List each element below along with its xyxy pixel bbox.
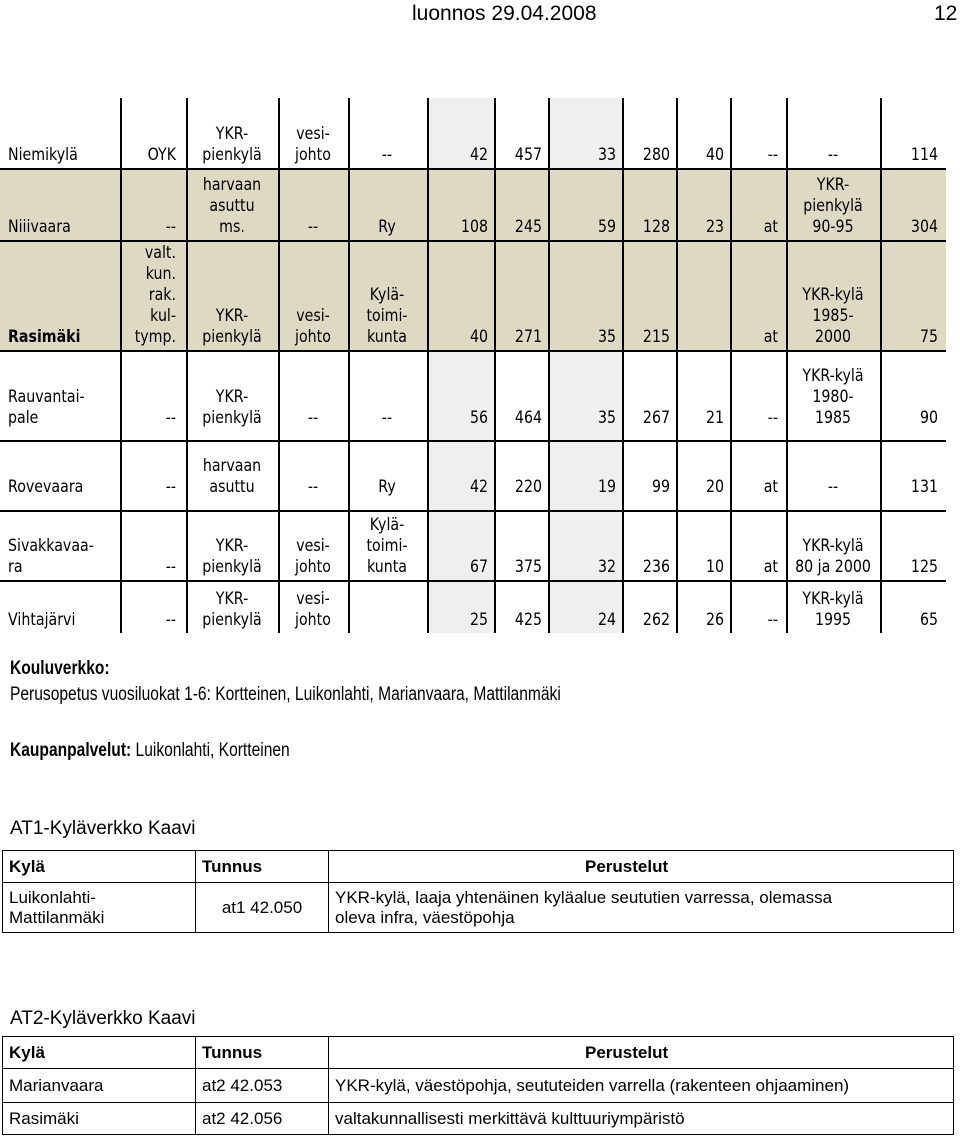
kouluverkko-label: Kouluverkko: xyxy=(10,658,110,679)
village-cell-name: Niemikylä xyxy=(8,145,78,164)
village-cell-org: Ry xyxy=(378,217,396,236)
village-cell-name: Niiivaara xyxy=(8,217,71,236)
village-cell-ykr: harvaan asuttu xyxy=(202,456,262,496)
village-cell-total: 114 xyxy=(910,145,938,164)
at1-title: AT1-Kyläverkko Kaavi xyxy=(10,818,196,839)
village-cell-note: YKR-kylä 1980- 1985 xyxy=(802,366,864,427)
village-cell-v3: 59 xyxy=(597,217,616,236)
village-cell-org: -- xyxy=(381,408,393,427)
village-cell-cls: at xyxy=(763,477,778,496)
at2-row-tunnus: at2 42.056 xyxy=(196,1103,329,1135)
village-cell-status: -- xyxy=(165,610,176,629)
kaupanpalvelut-text: Luikonlahti, Kortteinen xyxy=(131,740,290,761)
at1-row-kyla: Luikonlahti- Mattilanmäki xyxy=(3,883,196,933)
village-cell-name: Sivakkavaa- ra xyxy=(8,536,94,576)
table-row xyxy=(3,1069,954,1103)
village-cell-cls: at xyxy=(763,557,778,576)
village-cell-v1: 108 xyxy=(460,217,488,236)
village-cell-v1: 67 xyxy=(469,557,488,576)
village-cell-v2: 464 xyxy=(514,408,542,427)
village-cell-v4: 280 xyxy=(642,145,670,164)
village-cell-v5: 21 xyxy=(705,408,724,427)
village-cell-org: -- xyxy=(381,145,393,164)
village-cell-ykr: harvaan asuttu ms. xyxy=(202,175,262,236)
village-cell-v3: 35 xyxy=(597,408,616,427)
village-cell-cls: -- xyxy=(767,610,778,629)
village-cell-note: YKR- pienkylä 90-95 xyxy=(803,175,863,236)
village-cell-v1: 42 xyxy=(469,145,488,164)
table-row xyxy=(3,1103,954,1135)
kouluverkko-heading xyxy=(10,658,110,680)
village-cell-total: 65 xyxy=(919,610,938,629)
at2-col-perustelut: Perustelut xyxy=(329,1037,954,1069)
village-cell-note: -- xyxy=(827,145,839,164)
village-cell-v2: 271 xyxy=(514,327,542,346)
kaupanpalvelut-line xyxy=(10,740,290,762)
village-cell-org: Kylä- toimi- kunta xyxy=(366,515,408,576)
village-cell-water: -- xyxy=(307,477,319,496)
village-cell-total: 90 xyxy=(919,408,938,427)
at2-header-row xyxy=(3,1037,954,1069)
village-cell-status: OYK xyxy=(147,145,176,164)
village-cell-note: YKR-kylä 80 ja 2000 xyxy=(795,536,871,576)
village-cell-note: YKR-kylä 1995 xyxy=(802,589,864,629)
village-cell-v4: 267 xyxy=(642,408,670,427)
village-cell-v1: 40 xyxy=(469,327,488,346)
village-cell-water: vesi- johto xyxy=(295,306,331,346)
village-cell-name: Vihtajärvi xyxy=(8,610,76,629)
village-cell-v4: 215 xyxy=(642,327,670,346)
village-cell-water: vesi- johto xyxy=(295,124,331,164)
village-cell-status: -- xyxy=(165,477,176,496)
village-cell-v5: 10 xyxy=(705,557,724,576)
village-cell-total: 75 xyxy=(919,327,938,346)
at1-row-perustelut: YKR-kylä, laaja yhtenäinen kyläalue seututien varressa, olemassa oleva infra, väestöpohja xyxy=(329,883,954,933)
at1-col-perustelut: Perustelut xyxy=(329,851,954,883)
table-row xyxy=(3,883,954,933)
village-cell-v4: 128 xyxy=(642,217,670,236)
village-cell-name: Rasimäki xyxy=(8,327,81,346)
village-cell-v3: 24 xyxy=(597,610,616,629)
village-cell-total: 131 xyxy=(910,477,938,496)
village-cell-total: 125 xyxy=(910,557,938,576)
village-cell-name: Rovevaara xyxy=(8,477,84,496)
village-cell-water: -- xyxy=(307,217,319,236)
village-cell-v1: 25 xyxy=(469,610,488,629)
at1-col-tunnus: Tunnus xyxy=(196,851,329,883)
village-cell-v2: 375 xyxy=(514,557,542,576)
village-cell-v2: 425 xyxy=(514,610,542,629)
village-cell-ykr: YKR- pienkylä xyxy=(202,306,262,346)
at2-col-tunnus: Tunnus xyxy=(196,1037,329,1069)
at2-row-perustelut: YKR-kylä, väestöpohja, seututeiden varrella (rakenteen ohjaaminen) xyxy=(329,1069,954,1103)
village-cell-v3: 19 xyxy=(597,477,616,496)
at2-title: AT2-Kyläverkko Kaavi xyxy=(10,1008,196,1029)
village-cell-v2: 457 xyxy=(514,145,542,164)
village-cell-water: vesi- johto xyxy=(295,589,331,629)
village-cell-v5: 23 xyxy=(705,217,724,236)
at2-table xyxy=(2,1036,954,1135)
at2-row-perustelut: valtakunnallisesti merkittävä kulttuuriympäristö xyxy=(329,1103,954,1135)
village-cell-water: -- xyxy=(307,408,319,427)
kouluverkko-text: Perusopetus vuosiluokat 1-6: Kortteinen, Luikonlahti, Marianvaara, Mattilanmäki xyxy=(10,684,561,705)
village-cell-v2: 220 xyxy=(514,477,542,496)
village-cell-v3: 33 xyxy=(597,145,616,164)
village-cell-org: Kylä- toimi- kunta xyxy=(366,285,408,346)
village-cell-v3: 32 xyxy=(597,557,616,576)
village-cell-ykr: YKR- pienkylä xyxy=(202,536,262,576)
village-cell-ykr: YKR- pienkylä xyxy=(202,387,262,427)
village-cell-cls: -- xyxy=(767,145,778,164)
village-cell-ykr: YKR- pienkylä xyxy=(202,124,262,164)
at1-col-kyla: Kylä xyxy=(3,851,196,883)
page-number: 12 xyxy=(934,2,958,25)
village-cell-note: YKR-kylä 1985- 2000 xyxy=(802,285,864,346)
village-cell-v4: 236 xyxy=(642,557,670,576)
village-cell-v3: 35 xyxy=(597,327,616,346)
village-cell-v4: 99 xyxy=(651,477,670,496)
kaupanpalvelut-label: Kaupanpalvelut: xyxy=(10,740,132,761)
at2-row-kyla: Rasimäki xyxy=(3,1103,196,1135)
village-cell-org: Ry xyxy=(378,477,396,496)
at2-row-tunnus: at2 42.053 xyxy=(196,1069,329,1103)
at1-table xyxy=(2,850,954,933)
village-cell-note: -- xyxy=(827,477,839,496)
village-cell-cls: -- xyxy=(767,408,778,427)
village-cell-status: valt. kun. rak. kul- tymp. xyxy=(134,243,176,346)
village-cell-status: -- xyxy=(165,408,176,427)
village-cell-status: -- xyxy=(165,557,176,576)
at2-row-kyla: Marianvaara xyxy=(3,1069,196,1103)
village-cell-cls: at xyxy=(763,327,778,346)
village-cell-status: -- xyxy=(165,217,176,236)
village-cell-v5: 40 xyxy=(705,145,724,164)
at1-row-tunnus: at1 42.050 xyxy=(196,883,329,933)
village-cell-v1: 56 xyxy=(469,408,488,427)
village-cell-v4: 262 xyxy=(642,610,670,629)
village-cell-cls: at xyxy=(763,217,778,236)
village-cell-total: 304 xyxy=(910,217,938,236)
header-date: luonnos 29.04.2008 xyxy=(412,2,597,25)
village-cell-name: Rauvantai- pale xyxy=(8,387,85,427)
village-cell-water: vesi- johto xyxy=(295,536,331,576)
at2-col-kyla: Kylä xyxy=(3,1037,196,1069)
village-cell-v5: 20 xyxy=(705,477,724,496)
at1-header-row xyxy=(3,851,954,883)
village-cell-ykr: YKR- pienkylä xyxy=(202,589,262,629)
village-cell-v1: 42 xyxy=(469,477,488,496)
village-cell-v5: 26 xyxy=(705,610,724,629)
village-cell-v2: 245 xyxy=(514,217,542,236)
